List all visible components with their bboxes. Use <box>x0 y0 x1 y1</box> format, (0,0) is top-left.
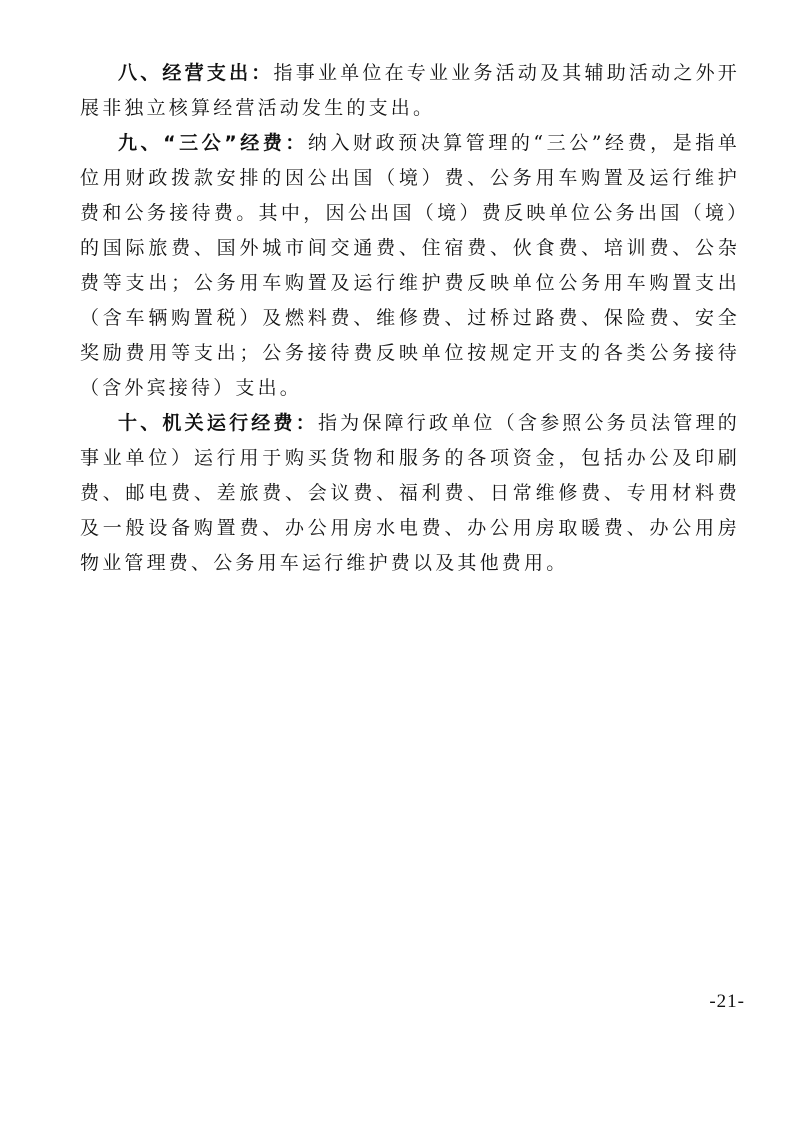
page-number: -21- <box>709 991 745 1012</box>
paragraph-heading: 八、经营支出： <box>118 62 274 84</box>
paragraph-text: 纳入财政预决算管理的“三公”经费，是指单位用财政拨款安排的因公出国（境）费、公务用车购置及运行维护费和公务接待费。其中，因公出国（境）费反映单位公务出国（境）的国际旅费、国外城市间交通费、住宿费、伙食费、培训费、公杂费等支出；公务用车购置及运行维护费反映单位公务用车购置支出（含车辆购置税）及燃料费、维修费、过桥过路费、保险费、安全奖励费用等支出；公务接待费反映单位按规定开支的各类公务接待（含外宾接待）支出。 <box>80 132 740 399</box>
paragraph-heading: 十、机关运行经费： <box>118 412 318 434</box>
paragraph-text: 指事业单位在专业业务活动及其辅助活动之外开展非独立核算经营活动发生的支出。 <box>80 62 741 119</box>
document-body <box>80 56 740 581</box>
paragraph-operating-expenditure <box>80 56 740 126</box>
paragraph-heading: 九、“三公”经费： <box>118 132 308 154</box>
paragraph-text: 指为保障行政单位（含参照公务员法管理的事业单位）运行用于购买货物和服务的各项资金，包括办公及印刷费、邮电费、差旅费、会议费、福利费、日常维修费、专用材料费及一般设备购置费、办公用房水电费、办公用房取暖费、办公用房物业管理费、公务用车运行维护费以及其他费用。 <box>80 412 740 574</box>
paragraph-three-public-expenses <box>80 126 740 406</box>
paragraph-agency-operating-funds <box>80 406 740 581</box>
